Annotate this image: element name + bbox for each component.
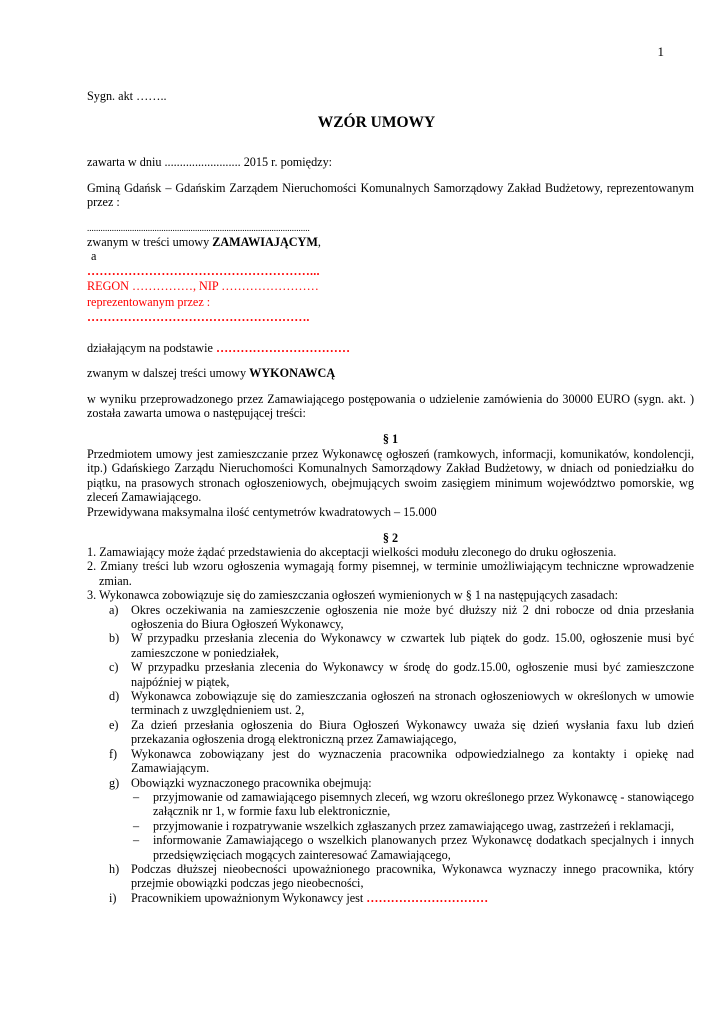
section2-body	[87, 545, 694, 905]
list-text: Okres oczekiwania na zamieszczenie ogłoszenia nie może być dłuższy niż 2 dni robocze od dnia przesłania ogłoszenia do Biura Ogłoszeń Wykonawcy,	[131, 602, 694, 632]
list-label: a)	[109, 602, 119, 617]
party2-basis-dots: ……………………………	[215, 341, 350, 355]
list-label: b)	[109, 631, 120, 646]
list-item-g	[87, 776, 694, 790]
list-label: e)	[109, 717, 119, 732]
party2-basis-prefix: działającym na podstawie	[87, 341, 216, 355]
list-text: Obowiązki wyznaczonego pracownika obejmują:	[131, 775, 372, 790]
conjunction: a	[91, 249, 97, 263]
dash-text: przyjmowanie od zamawiającego pisemnych zleceń, wg wzoru określonego przez Wykonawcę - stanowiącego załącznik nr 1, w formie faxu lub elektronicznie,	[153, 789, 694, 819]
party2-called-prefix: zwanym w dalszej treści umowy	[87, 366, 250, 380]
party2-called	[87, 366, 694, 380]
section1-heading: § 1	[382, 432, 399, 446]
party2-role: WYKONAWCĄ	[249, 366, 336, 380]
section2-heading: § 2	[382, 531, 399, 545]
party2-basis	[87, 341, 694, 355]
list-text: Wykonawca zobowiązuje się do zamieszczania ogłoszeń na stronach ogłoszeniowych w określonych w umowie terminach z uwzględnieniem ust. 2,	[131, 689, 694, 718]
list-text: W przypadku przesłania zlecenia do Wykonawcy w środę do godz.15.00, ogłoszenie musi być zamieszczone najpóźniej w piątek,	[131, 660, 694, 689]
list-item-d	[87, 689, 694, 718]
list-label: f)	[109, 746, 118, 761]
dash-icon: –	[133, 833, 140, 848]
party2-name-dots: ………………………………………………...	[87, 264, 320, 278]
signature-line: Sygn. akt ……..	[87, 89, 167, 103]
list-text: Podczas dłuższej nieobecności upoważnionego pracownika, Wykonawca wyznaczy innego pracownika, który przejmie obowiązki podczas jego nieobecności,	[131, 861, 694, 891]
dash-item-2	[87, 819, 694, 833]
list-text: Za dzień przesłania ogłoszenia do Biura Ogłoszeń Wykonawcy uważa się dzień wysłania faxu lub dzień przekazania ogłoszenia drogą elektroniczną przez Zamawiającego,	[131, 717, 694, 747]
dash-icon: –	[133, 789, 140, 804]
party1-dots: ...................................................................................................	[87, 223, 310, 233]
list-text: Pracownikiem upoważnionym Wykonawcy jest	[131, 890, 367, 905]
list-label: c)	[109, 660, 119, 675]
list-item-e	[87, 718, 694, 747]
section2-point1: 1. Zamawiający może żądać przedstawienia do akceptacji wielkości modułu zleconego do druku ogłoszenia.	[87, 545, 617, 559]
party1-called-prefix: zwanym w treści umowy	[87, 235, 213, 249]
party1-role: ZAMAWIAJĄCYM	[212, 235, 318, 249]
list-item-h	[87, 862, 694, 891]
preamble: w wyniku przeprowadzonego przez Zamawiającego postępowania o udzielenie zamówienia do 30000 EURO (sygn. akt. ) została zawarta umowa o następującej treści:	[87, 392, 694, 421]
party2-rep-dots: ……………………………………………….	[87, 310, 310, 324]
list-item-a	[87, 603, 694, 632]
section2-point3: 3. Wykonawca zobowiązuje się do zamieszczania ogłoszeń wymienionych w § 1 na następujących zasadach:	[87, 588, 619, 603]
section2-point2: 2. Zmiany treści lub wzoru ogłoszenia wymagają formy pisemnej, w terminie umożliwiającym techniczne wprowadzenie zmian.	[87, 559, 694, 588]
concluded-line: zawarta w dniu ......................... 2015 r. pomiędzy:	[87, 155, 333, 169]
dash-icon: –	[133, 818, 140, 833]
section1-max-area: Przewidywana maksymalna ilość centymetrów kwadratowych – 15.000	[87, 505, 437, 519]
dash-text: przyjmowanie i rozpatrywanie wszelkich zgłaszanych przez zamawiającego uwag, zastrzeżeń i reklamacji,	[153, 818, 675, 833]
section1-paragraph: Przedmiotem umowy jest zamieszczanie przez Wykonawcę ogłoszeń (ramkowych, informacji, komunikatów, kondolencji, itp.) Gdańskiego Zarządu Nieruchomości Komunalnych Samorządowy Zakład Budżetowy, w dniach od poniedziałku do piątku, na prasowych stronach ogłoszeniowych, obejmujących swoim zasięgiem minimum województwo pomorskie, wg zleceń Zamawiającego.	[87, 447, 694, 505]
list-text: W przypadku przesłania zlecenia do Wykonawcy w czwartek lub piątek do godz. 15.00, ogłoszenie musi być zamieszczone w poniedziałek,	[131, 631, 694, 660]
party1-called	[87, 235, 694, 249]
list-label: d)	[109, 689, 120, 704]
employee-dots: …………………………	[366, 890, 489, 905]
list-label: i)	[109, 890, 117, 905]
dash-text: informowanie Zamawiającego o wszelkich planowanych przez Wykonawcę dodatkach specjalnych i innych przedsięwzięciach mogących zainteresować Zamawiającego,	[153, 833, 694, 862]
list-text: Wykonawca zobowiązany jest do wyznaczenia pracownika odpowiedzialnego za kontakty i opiekę nad Zamawiającym.	[131, 746, 694, 776]
party1-name: Gminą Gdańsk – Gdańskim Zarządem Nieruchomości Komunalnych Samorządowy Zakład Budżetowy, reprezentowanym przez :	[87, 181, 694, 210]
document-title: WZÓR UMOWY	[317, 114, 436, 131]
dash-item-3	[87, 833, 694, 862]
list-item-c	[87, 660, 694, 689]
list-label: g)	[109, 775, 120, 790]
party1-called-suffix: ,	[317, 235, 321, 249]
list-item-i	[87, 891, 694, 905]
party2-represented: reprezentowanym przez :	[87, 295, 211, 309]
page-number: 1	[657, 44, 664, 59]
dash-item-1	[87, 790, 694, 819]
list-item-b	[87, 631, 694, 660]
party2-regon-nip: REGON ……………, NIP ……………………	[87, 279, 319, 293]
list-item-f	[87, 747, 694, 776]
list-label: h)	[109, 861, 120, 876]
